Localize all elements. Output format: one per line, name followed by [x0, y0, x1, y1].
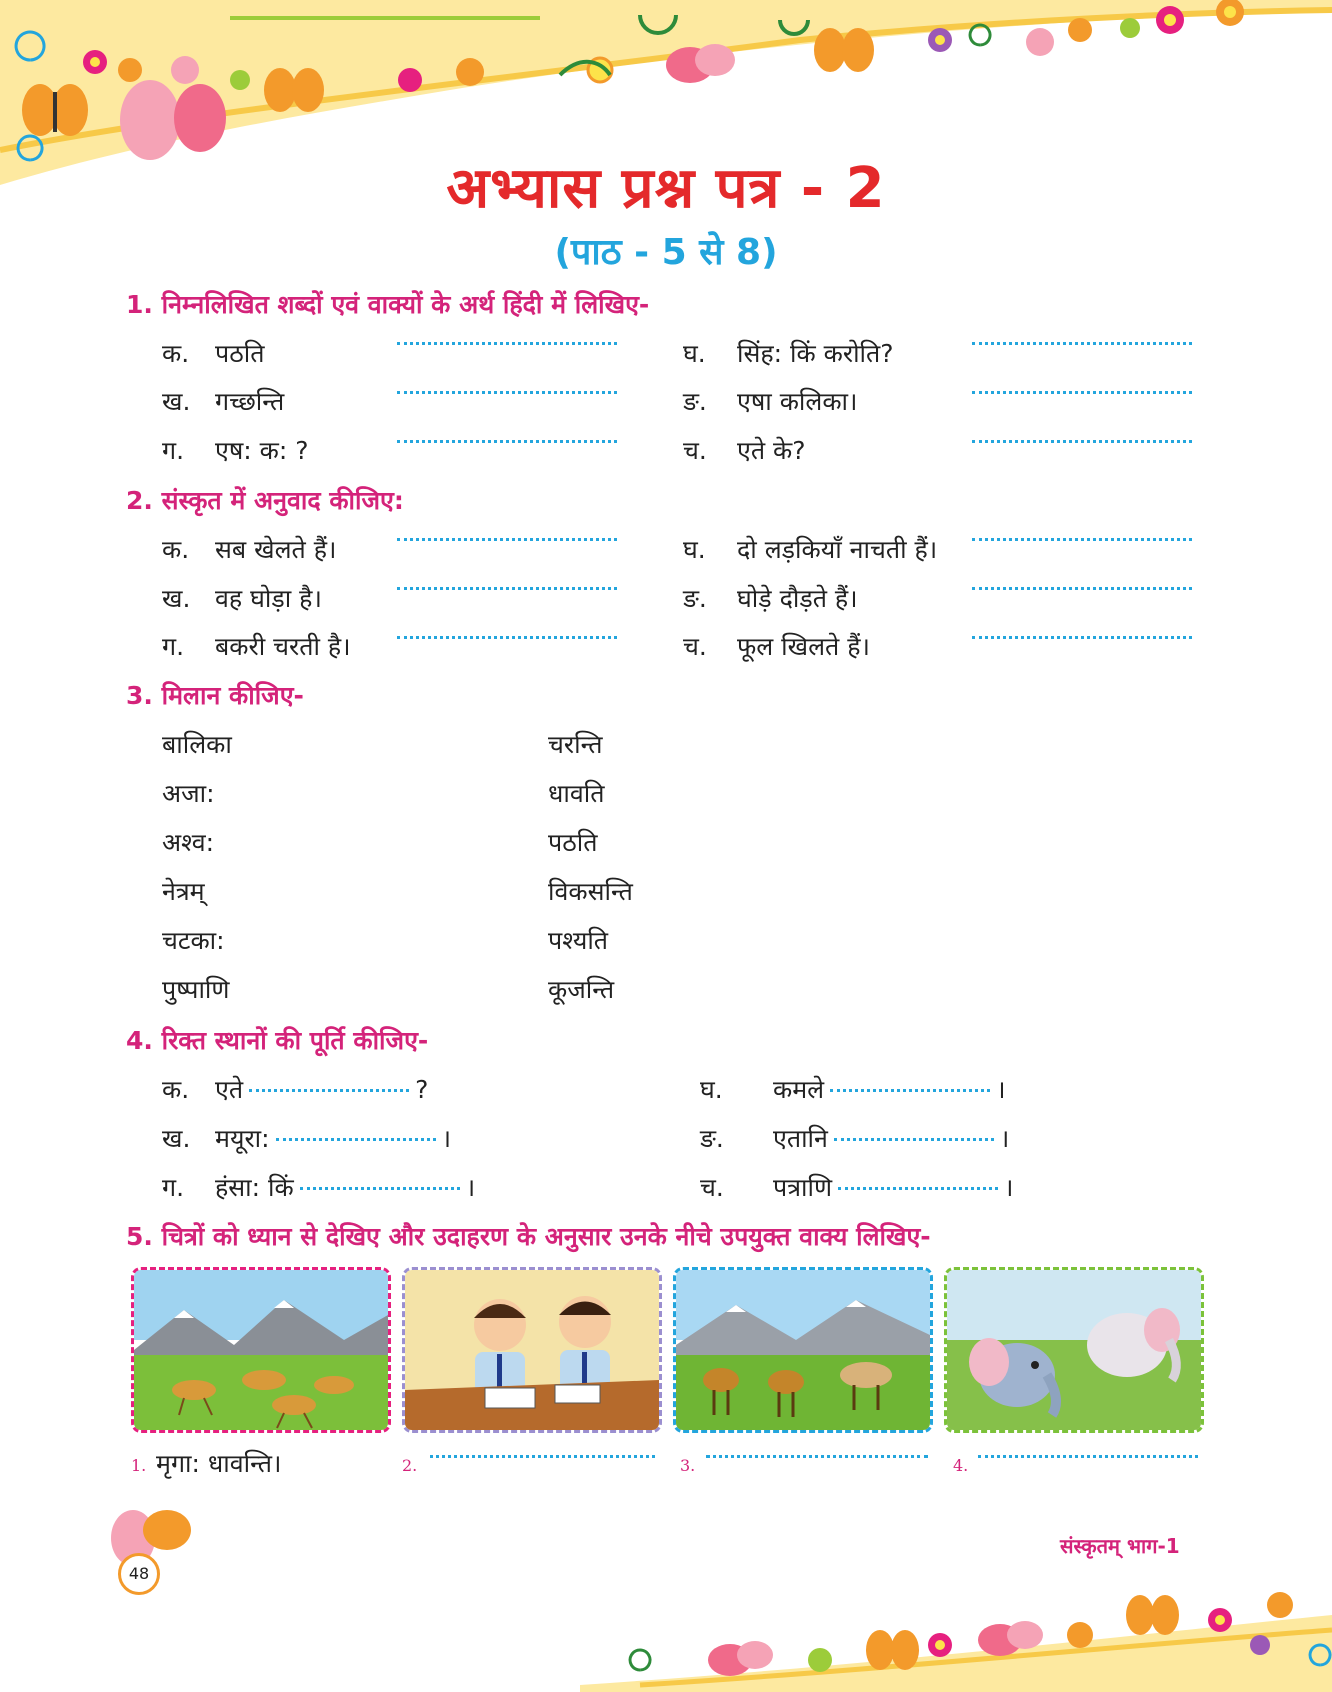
q4-left-text: हंसा: किं	[215, 1173, 294, 1202]
match-right-item: विकसन्ति	[548, 877, 633, 906]
q4-right-end: ।	[999, 1124, 1010, 1153]
q4-right-end: ।	[996, 1075, 1006, 1104]
q4-left-label: ग.	[162, 1173, 185, 1202]
q2-left-text: वह घोड़ा है।	[215, 584, 322, 613]
q4-right-row	[773, 1072, 1006, 1106]
fill-blank[interactable]	[276, 1138, 436, 1141]
q2-left-label: क.	[162, 535, 190, 564]
question-1-heading: 1. निम्नलिखित शब्दों एवं वाक्यों के अर्थ हिंदी में लिखिए-	[126, 290, 650, 319]
answer-number: 1.	[131, 1456, 147, 1475]
match-left-item: अश्व:	[162, 828, 215, 857]
match-right-item: पश्यति	[548, 926, 609, 955]
q2-left-label: ख.	[162, 584, 191, 613]
match-left-item: पुष्पाणि	[162, 975, 230, 1004]
q4-right-row	[773, 1121, 1009, 1155]
book-title: संस्कृतम् भाग-1	[1060, 1534, 1180, 1558]
answer-line[interactable]	[972, 391, 1192, 394]
fill-blank[interactable]	[300, 1187, 460, 1190]
answer-line[interactable]	[972, 636, 1192, 639]
q2-right-label: ङ.	[683, 584, 707, 613]
q4-right-row	[773, 1170, 1014, 1204]
answer-line[interactable]	[972, 538, 1192, 541]
answer-line[interactable]	[397, 538, 617, 541]
example-answer: मृगा: धावन्ति।	[156, 1449, 282, 1478]
q1-left-label: ग.	[162, 436, 185, 465]
q4-left-end: ।	[465, 1173, 476, 1202]
q2-left-text: सब खेलते हैं।	[215, 535, 337, 564]
q2-right-label: घ.	[683, 535, 706, 564]
q2-left-label: ग.	[162, 632, 185, 661]
answer-line[interactable]	[972, 440, 1192, 443]
question-4-heading: 4. रिक्त स्थानों की पूर्ति कीजिए-	[126, 1026, 429, 1055]
answer-number: 3.	[680, 1456, 696, 1475]
q4-left-end: ?	[415, 1075, 429, 1104]
q1-left-text: एष: क: ?	[215, 436, 309, 465]
picture-boys-reading	[402, 1267, 662, 1433]
match-right-item: चरन्ति	[548, 730, 603, 759]
q2-right-label: च.	[683, 632, 707, 661]
q1-right-text: एषा कलिका।	[737, 387, 858, 416]
question-2-heading: 2. संस्कृत में अनुवाद कीजिए:	[126, 486, 404, 515]
q1-left-text: गच्छन्ति	[215, 387, 285, 416]
q1-right-text: एते के?	[737, 436, 806, 465]
q1-left-text: पठति	[215, 339, 265, 368]
decorative-bottom-border	[580, 1575, 1332, 1692]
q4-left-text: एते	[215, 1075, 244, 1104]
answer-number: 4.	[953, 1456, 969, 1475]
q1-right-label: च.	[683, 436, 707, 465]
question-3-heading: 3. मिलान कीजिए-	[126, 681, 304, 710]
q4-left-label: ख.	[162, 1124, 191, 1153]
picture-goats	[673, 1267, 933, 1433]
page-subtitle: (पाठ - 5 से 8)	[554, 232, 778, 273]
page-number: 48	[118, 1553, 160, 1595]
q4-right-label: घ.	[700, 1075, 723, 1104]
answer-number: 2.	[402, 1456, 418, 1475]
answer-line[interactable]	[397, 342, 617, 345]
picture-deer	[131, 1267, 391, 1433]
q4-left-row	[215, 1072, 428, 1106]
q2-right-text: फूल खिलते हैं।	[737, 632, 870, 661]
answer-line[interactable]	[978, 1455, 1198, 1458]
picture-elephants	[944, 1267, 1204, 1433]
answer-line[interactable]	[706, 1455, 928, 1458]
q4-left-row	[215, 1170, 475, 1204]
q1-right-text: सिंह: किं करोति?	[737, 339, 894, 368]
q4-left-row	[215, 1121, 451, 1155]
q4-right-label: च.	[700, 1173, 724, 1202]
q4-left-text: मयूरा:	[215, 1124, 270, 1153]
q4-left-end: ।	[441, 1124, 452, 1153]
answer-line[interactable]	[972, 342, 1192, 345]
match-right-item: धावति	[548, 779, 605, 808]
q4-left-label: क.	[162, 1075, 190, 1104]
match-left-item: अजा:	[162, 779, 215, 808]
match-right-item: पठति	[548, 828, 598, 857]
q1-left-label: क.	[162, 339, 190, 368]
match-right-item: कूजन्ति	[548, 975, 615, 1004]
q1-right-label: घ.	[683, 339, 706, 368]
fill-blank[interactable]	[249, 1089, 409, 1092]
question-5-heading: 5. चित्रों को ध्यान से देखिए और उदाहरण के अनुसार उनके नीचे उपयुक्त वाक्य लिखिए-	[126, 1222, 931, 1251]
q1-right-label: ङ.	[683, 387, 707, 416]
fill-blank[interactable]	[838, 1187, 998, 1190]
q4-right-text: पत्राणि	[773, 1173, 833, 1202]
answer-line[interactable]	[397, 636, 617, 639]
answer-line[interactable]	[397, 587, 617, 590]
answer-line[interactable]	[397, 440, 617, 443]
q4-right-text: कमले	[773, 1075, 825, 1104]
q4-right-end: ।	[1004, 1173, 1014, 1202]
q4-right-label: ङ.	[700, 1124, 724, 1153]
answer-line[interactable]	[430, 1455, 655, 1458]
page-title: अभ्यास प्रश्न पत्र - 2	[446, 156, 886, 221]
fill-blank[interactable]	[834, 1138, 994, 1141]
match-left-item: बालिका	[162, 730, 232, 759]
match-left-item: नेत्रम्	[162, 877, 205, 906]
answer-line[interactable]	[972, 587, 1192, 590]
q2-right-text: घोड़े दौड़ते हैं।	[737, 584, 858, 613]
q1-left-label: ख.	[162, 387, 191, 416]
answer-line[interactable]	[397, 391, 617, 394]
q2-right-text: दो लड़कियाँ नाचती हैं।	[737, 535, 938, 564]
q4-right-text: एतानि	[773, 1124, 828, 1153]
fill-blank[interactable]	[830, 1089, 990, 1092]
q2-left-text: बकरी चरती है।	[215, 632, 351, 661]
match-left-item: चटका:	[162, 926, 225, 955]
